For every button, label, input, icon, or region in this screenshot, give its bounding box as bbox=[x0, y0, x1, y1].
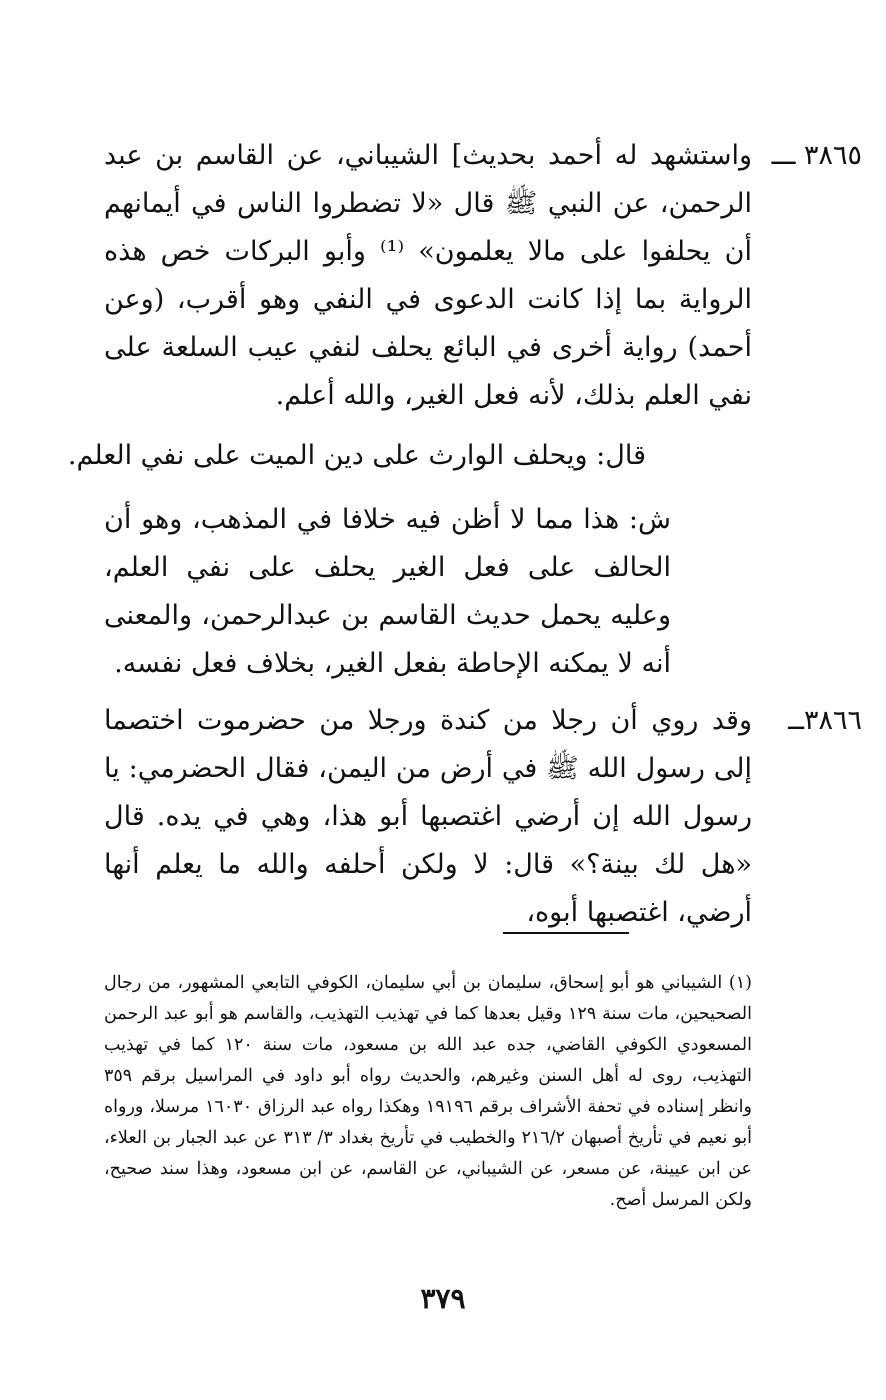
footnote-divider bbox=[503, 932, 629, 934]
footnote: (١) الشيباني هو أبو إسحاق، سليمان بن أبي سليمان، الكوفي التابعي المشهور، من رجال الصحيحين، مات سنة ١٢٩ وقيل بعدها كما في تهذيب التهذيب، والقاسم هو أبو عبد الرحمن المسعودي الكوفي القاضي، جده عبد الله بن مسعود، مات سنة ١٢٠ كما في تهذيب التهذيب، روى له أهل السنن وغيرهم، والحديث رواه أبو داود في المراسيل برقم ٣٥٩ وانظر إسناده في تحفة الأشراف برقم ١٩١٩٦ وهكذا رواه عبد الرزاق ١٦٠٣٠ مرسلا، ورواه أبو نعيم في تأريخ أصبهان ٢١٦/٢ والخطيب في تأريخ بغداد ٣/ ٣١٣ عن عبد الجبار بن العلاء، عن ابن عيينة، عن مسعر، عن الشيباني، عن القاسم، عن ابن مسعود، وهذا سند صحيح، ولكن المرسل أصح. bbox=[104, 973, 752, 1210]
entry-3865 bbox=[104, 132, 862, 420]
matn-paragraph: قال: ويحلف الوارث على دين الميت على نفي العلم. bbox=[67, 440, 646, 471]
page-number: ٣٧٩ bbox=[420, 1282, 466, 1315]
sharh-paragraph: ش: هذا مما لا أظن فيه خلافا في المذهب، وهو أن الحالف على فعل الغير يحلف على نفي العلم، وعليه يحمل حديث القاسم بن عبدالرحمن، والمعنى أنه لا يمكنه الإحاطة بفعل الغير، بخلاف فعل نفسه. bbox=[104, 504, 671, 679]
entry-text: واستشهد له أحمد بحديث] الشيباني، عن القاسم بن عبد الرحمن، عن النبي ﷺ قال «لا تضطروا الناس في أيمانهم أن يحلفوا على مالا يعلمون» ⁽¹⁾ وأبو البركات خص هذه الرواية بما إذا كانت الدعوى في النفي وهو أقرب، (وعن أحمد) رواية أخرى في البائع يحلف لنفي عيب السلعة على نفي العلم بذلك، لأنه فعل الغير، والله أعلم. bbox=[104, 140, 753, 411]
entry-3866 bbox=[104, 697, 862, 937]
entry-number: ٣٨٦٥ ـــ bbox=[771, 140, 862, 171]
entry-text: وقد روي أن رجلا من كندة ورجلا من حضرموت اختصما إلى رسول الله ﷺ في أرض من اليمن، فقال الحضرمي: يا رسول الله إن أرضي اغتصبها أبو هذا، وهي في يده. قال «هل لك بينة؟» قال: لا ولكن أحلفه والله ما يعلم أنها أرضي، اغتصبها أبوه، bbox=[104, 705, 752, 928]
entry-number: ٣٨٦٦ــ bbox=[788, 705, 862, 736]
